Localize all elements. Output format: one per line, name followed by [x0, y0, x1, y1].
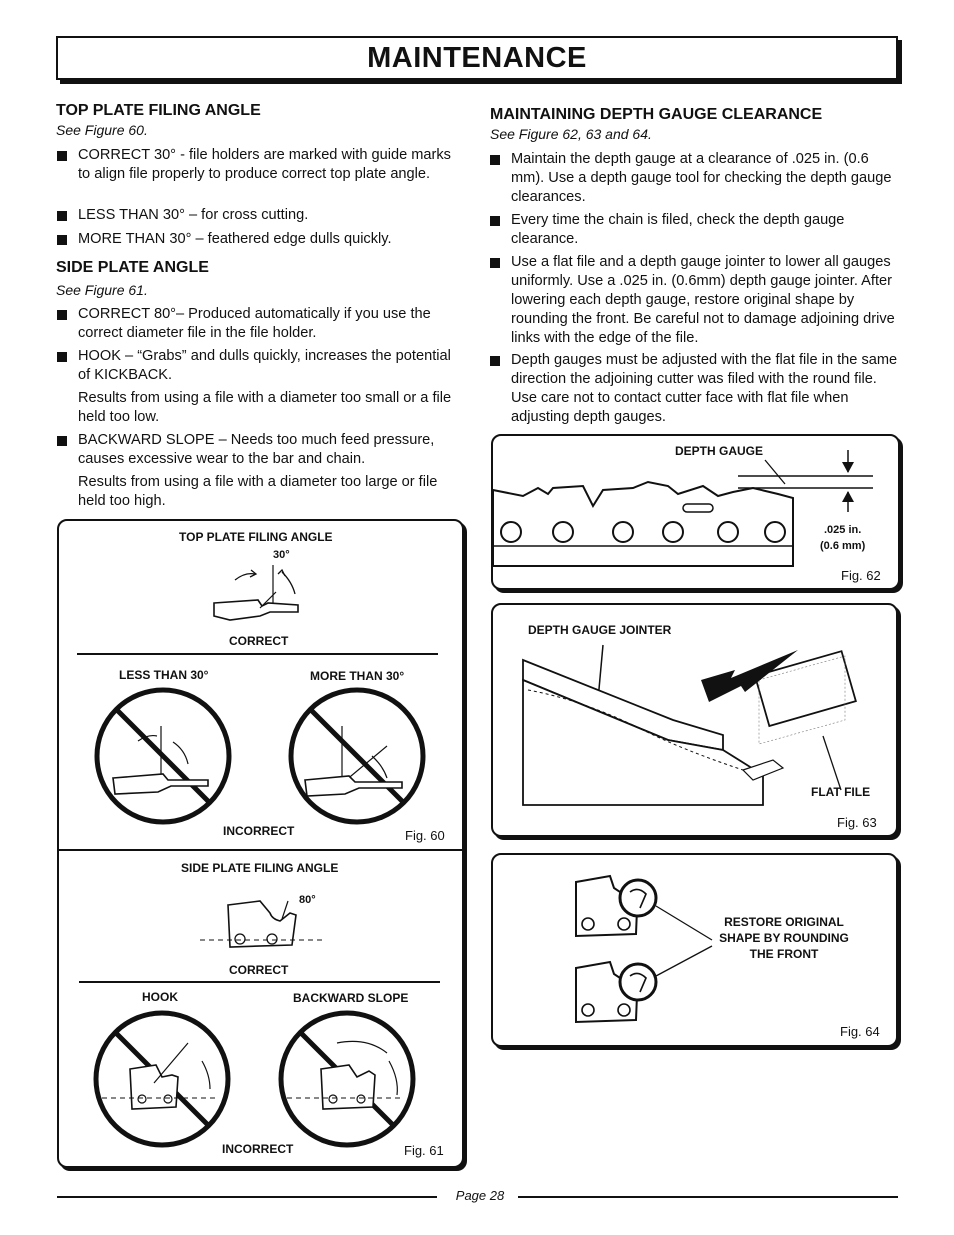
fig63-flat-file-label: FLAT FILE	[811, 785, 871, 799]
list-item: LESS THAN 30° – for cross cutting.	[57, 206, 462, 225]
see-figure-61: See Figure 61.	[56, 282, 148, 298]
section-heading-top-plate: TOP PLATE FILING ANGLE	[56, 102, 261, 119]
panel-divider	[59, 849, 462, 851]
fig62-clearance-in: .025 in.	[824, 524, 862, 536]
fig60-title: TOP PLATE FILING ANGLE	[179, 530, 333, 544]
footer-rule-right	[518, 1196, 898, 1198]
list-item: MORE THAN 30° – feathered edge dulls quickly.	[57, 230, 462, 249]
list-item: Maintain the depth gauge at a clearance of .025 in. (0.6 mm). Use a depth gauge tool for checking the depth gauge clearances.	[490, 150, 900, 207]
fig62-clearance-mm: (0.6 mm)	[820, 540, 866, 552]
fig62-depth-gauge-label: DEPTH GAUGE	[675, 444, 764, 458]
fig64-restore-line1: RESTORE ORIGINAL	[724, 915, 844, 929]
prohibited-icon	[277, 1009, 417, 1149]
indent-note: Results from using a file with a diameter too large or file held too high.	[78, 474, 438, 509]
file-holder-correct-drawing	[200, 560, 310, 630]
fig64-restore-line2: SHAPE BY ROUNDING	[719, 931, 849, 945]
see-figures-62-64: See Figure 62, 63 and 64.	[490, 126, 652, 142]
prohibited-icon	[287, 686, 427, 826]
list-item: Depth gauges must be adjusted with the flat file in the same direction the adjoining cutter was filed with the round file. Use care not to contact cutter face with flat file when adjusting depth gauges.	[490, 351, 900, 427]
section-heading-side-plate: SIDE PLATE ANGLE	[56, 259, 209, 276]
fig61-title: SIDE PLATE FILING ANGLE	[181, 861, 339, 875]
fig60-less-label: LESS THAN 30°	[119, 668, 209, 682]
fig61-hook-label: HOOK	[142, 990, 178, 1004]
list-item: CORRECT 80°– Produced automatically if you use the correct diameter file in the file holder.	[57, 305, 462, 343]
indent-note: Results from using a file with a diameter too small or a file held too low.	[78, 390, 452, 425]
page-number: Page 28	[455, 1188, 505, 1203]
fig61-rule	[79, 981, 440, 983]
list-item: BACKWARD SLOPE – Needs too much feed pressure, causes excessive wear to the bar and chain.	[57, 431, 467, 469]
fig61-backward-label: BACKWARD SLOPE	[293, 991, 409, 1005]
page-title-box	[56, 36, 898, 80]
footer-rule-left	[57, 1196, 437, 1198]
fig60-correct-label: CORRECT	[229, 634, 289, 648]
chain-depth-gauge-drawing	[493, 446, 893, 586]
fig64-caption: Fig. 64	[840, 1024, 880, 1039]
page-title: MAINTENANCE	[367, 42, 587, 74]
prohibited-icon	[92, 1009, 232, 1149]
fig61-angle-label: 80°	[299, 894, 316, 906]
prohibited-icon	[93, 686, 233, 826]
fig60-incorrect-label: INCORRECT	[223, 824, 295, 838]
restore-shape-drawing	[570, 870, 720, 1030]
fig60-rule	[77, 653, 438, 655]
list-item: Use a flat file and a depth gauge jointer to lower all gauges uniformly. Use a .025 in. (0.6mm) depth gauge jointer. After lowering each depth gauge, restore original shape by rounding the front. Be careful not to damage adjoining drive links with the edge of the file.	[490, 253, 900, 348]
fig61-correct-label: CORRECT	[229, 963, 289, 977]
fig64-restore-line3: THE FRONT	[749, 947, 819, 961]
section-heading-depth-gauge: MAINTAINING DEPTH GAUGE CLEARANCE	[490, 106, 823, 123]
fig63-caption: Fig. 63	[837, 815, 877, 830]
fig61-incorrect-label: INCORRECT	[222, 1142, 294, 1156]
list-item: CORRECT 30° - file holders are marked with guide marks to align file properly to produce correct top plate angle.	[57, 146, 462, 184]
fig63-jointer-label: DEPTH GAUGE JOINTER	[528, 623, 672, 637]
fig60-caption: Fig. 60	[405, 828, 445, 843]
fig61-caption: Fig. 61	[404, 1143, 444, 1158]
see-figure-60: See Figure 60.	[56, 122, 148, 138]
list-item: HOOK – “Grabs” and dulls quickly, increases the potential of KICKBACK.	[57, 347, 462, 385]
list-item: Every time the chain is filed, check the depth gauge clearance.	[490, 211, 900, 249]
fig62-caption: Fig. 62	[841, 568, 881, 583]
fig60-more-label: MORE THAN 30°	[310, 669, 405, 683]
cutter-correct-drawing	[200, 885, 330, 955]
fig60-angle-label: 30°	[273, 549, 290, 561]
